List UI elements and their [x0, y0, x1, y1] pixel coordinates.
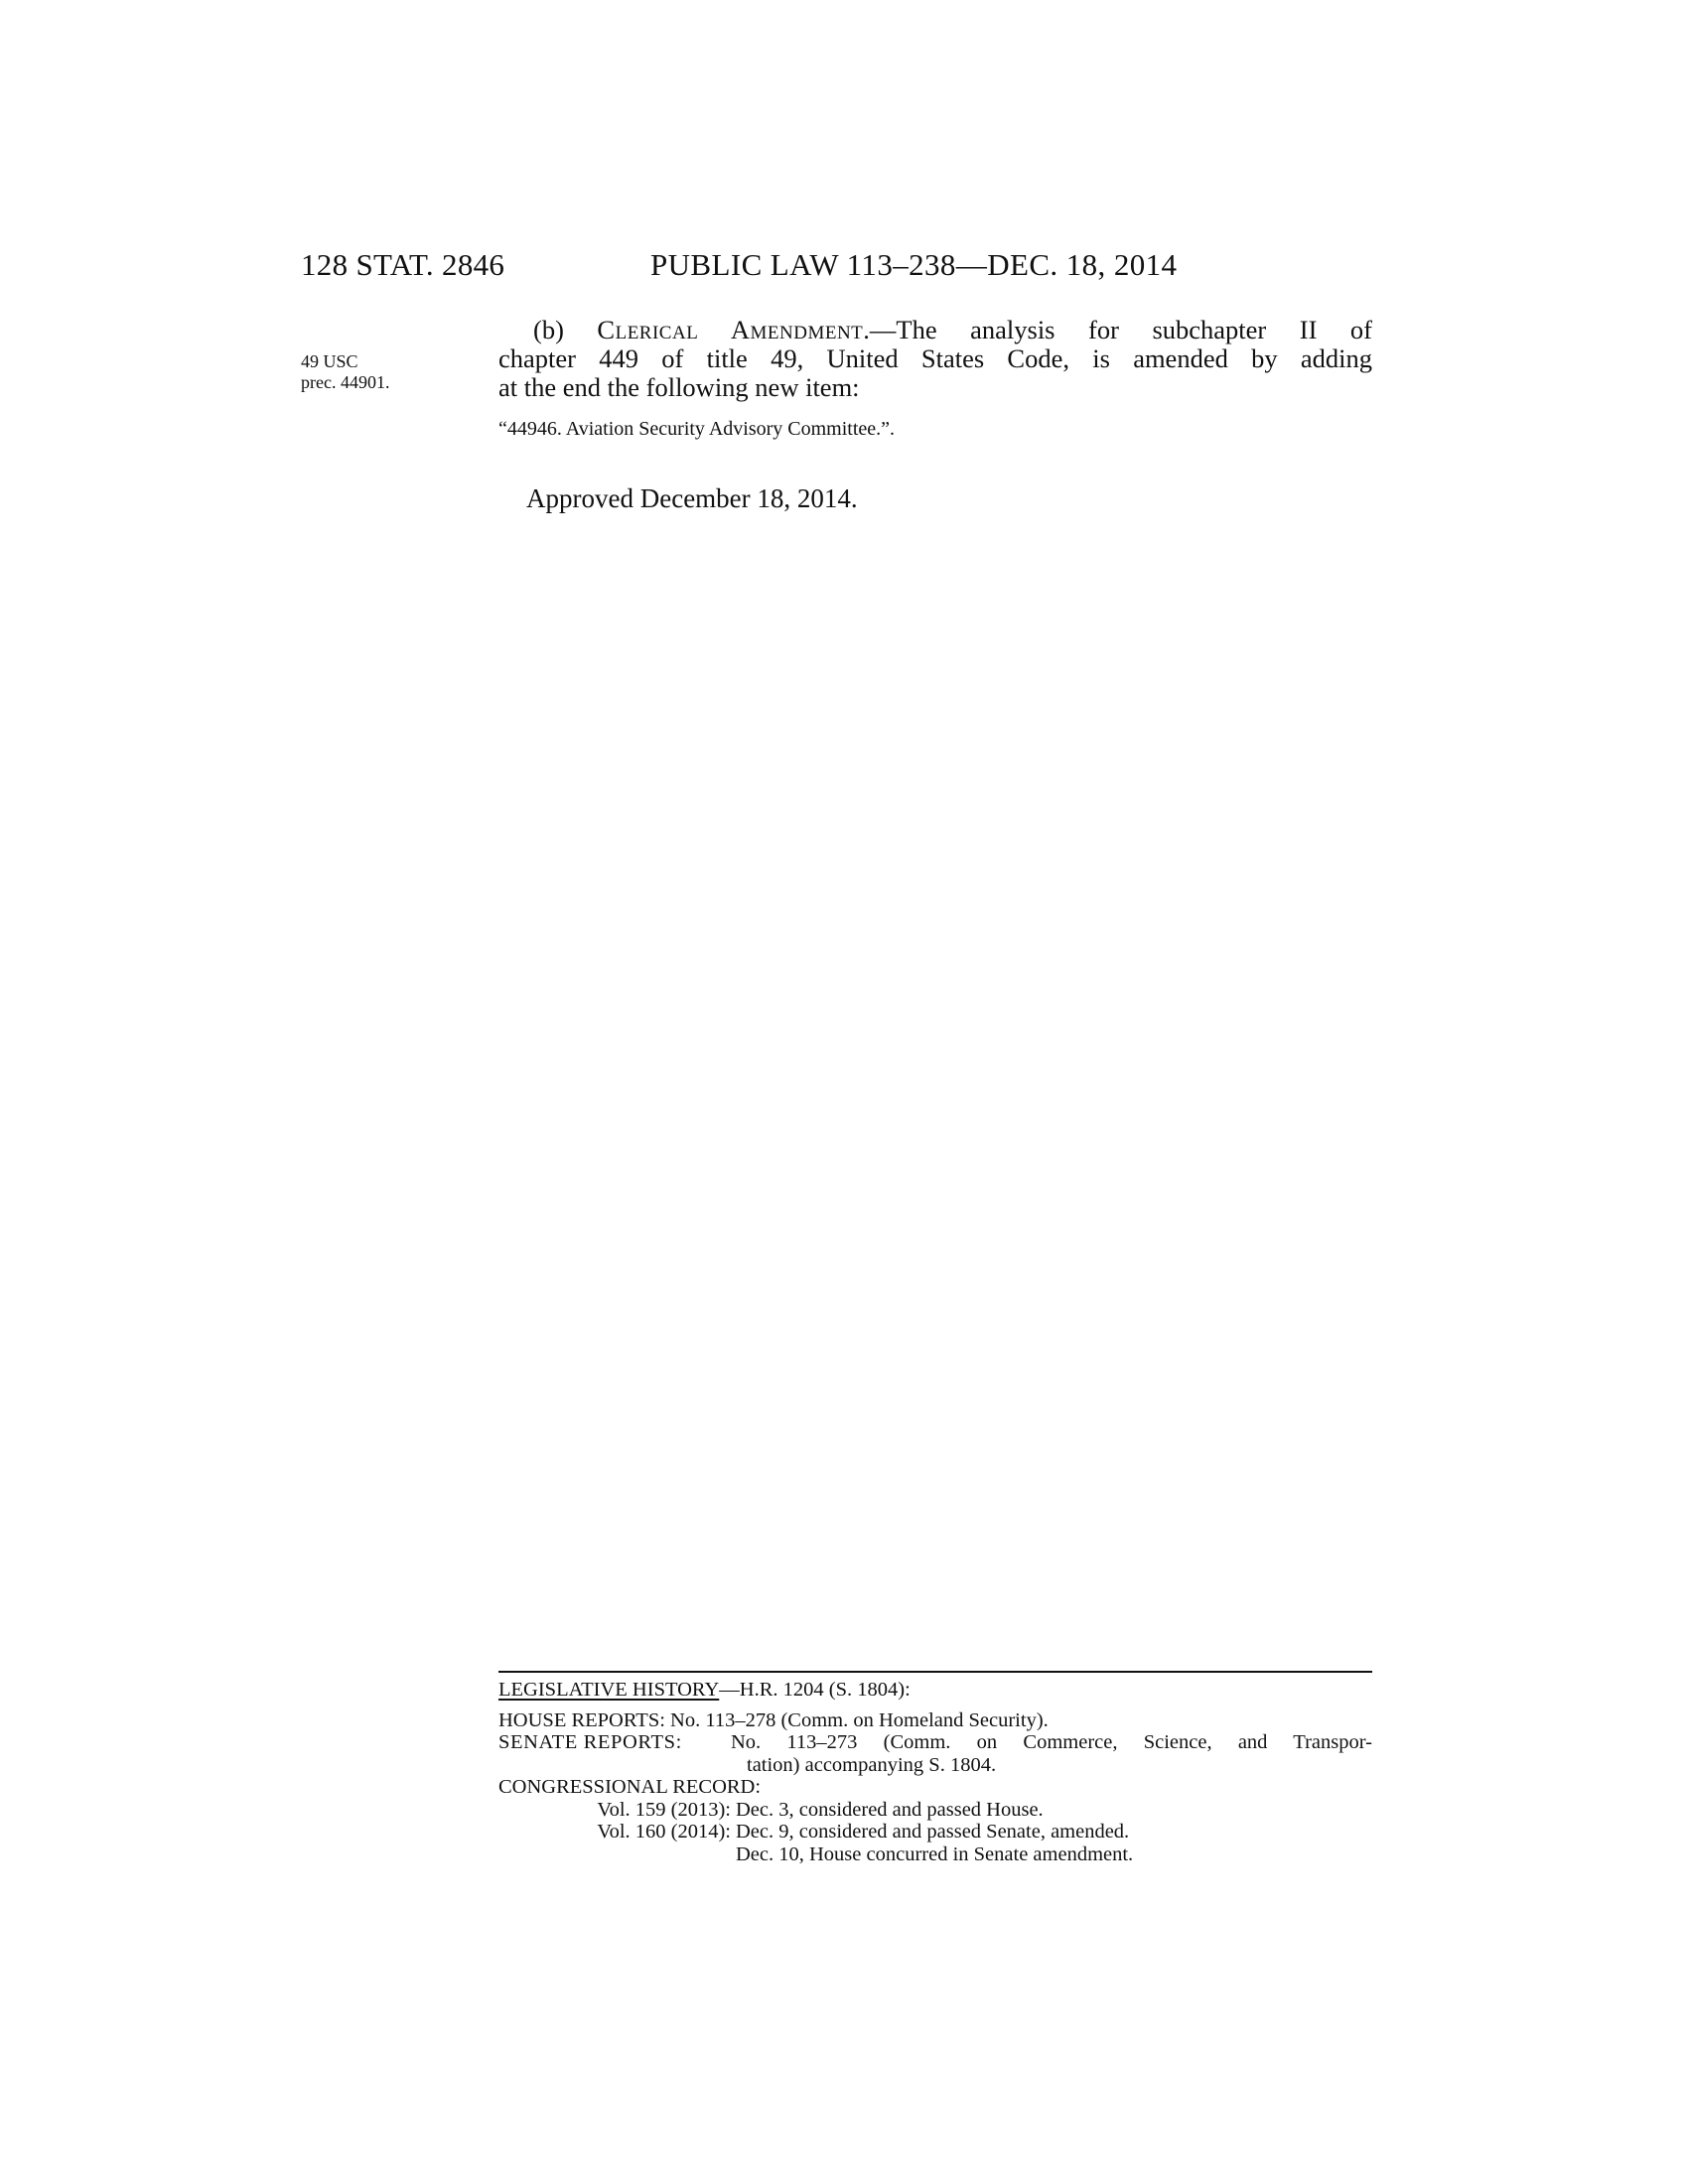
record-action: Dec. 9, considered and passed Senate, amended.: [736, 1821, 1130, 1843]
footer-divider: [498, 1671, 1372, 1673]
senate-reports-line: No. 113–273 (Comm. on Commerce, Science, and Transpor-: [731, 1731, 1372, 1753]
record-action: Dec. 3, considered and passed House.: [736, 1798, 1044, 1821]
senate-reports-text: [731, 1731, 1372, 1776]
paragraph-line: chapter 449 of title 49, United States Code, is amended by adding: [498, 343, 1372, 373]
page-stat-citation: 128 STAT. 2846: [301, 247, 505, 282]
paragraph-heading: Clerical Amendment: [597, 315, 864, 344]
congressional-record-heading: CONGRESSIONAL RECORD:: [498, 1776, 762, 1798]
inserted-item: “44946. Aviation Security Advisory Committee.”.: [498, 418, 896, 440]
house-reports: HOUSE REPORTS: No. 113–278 (Comm. on Homeland Security).: [498, 1708, 1049, 1731]
margin-note: [301, 351, 389, 393]
margin-note-line: prec. 44901.: [301, 372, 390, 392]
page-running-title: PUBLIC LAW 113–238—DEC. 18, 2014: [650, 247, 1178, 282]
legislative-history-heading-row: [498, 1679, 1372, 1702]
margin-note-line: 49 USC: [301, 351, 358, 371]
legislative-history-heading: LEGISLATIVE HISTORY: [498, 1679, 720, 1701]
record-volume: Vol. 159 (2013):: [597, 1798, 731, 1821]
approval-date: Approved December 18, 2014.: [526, 483, 858, 513]
senate-reports: [498, 1731, 1372, 1776]
record-entry: [498, 1821, 1372, 1843]
senate-reports-label: SENATE REPORTS:: [498, 1731, 682, 1753]
paragraph-line: [498, 316, 1372, 344]
record-volume: [498, 1843, 731, 1866]
record-entry: [498, 1799, 1372, 1822]
paragraph-text: .—The analysis for subchapter II of: [863, 315, 1372, 344]
paragraph-designation: (b): [533, 315, 598, 344]
paragraph-line: at the end the following new item:: [498, 372, 860, 402]
record-action: Dec. 10, House concurred in Senate amendment.: [736, 1843, 1134, 1865]
legislative-history: [498, 1671, 1372, 1865]
legislative-history-bill: —H.R. 1204 (S. 1804):: [719, 1679, 911, 1701]
clerical-amendment-paragraph: [498, 316, 1372, 402]
senate-reports-line: tation) accompanying S. 1804.: [747, 1753, 997, 1776]
record-volume: Vol. 160 (2014):: [597, 1821, 731, 1843]
record-entry: [498, 1843, 1372, 1866]
